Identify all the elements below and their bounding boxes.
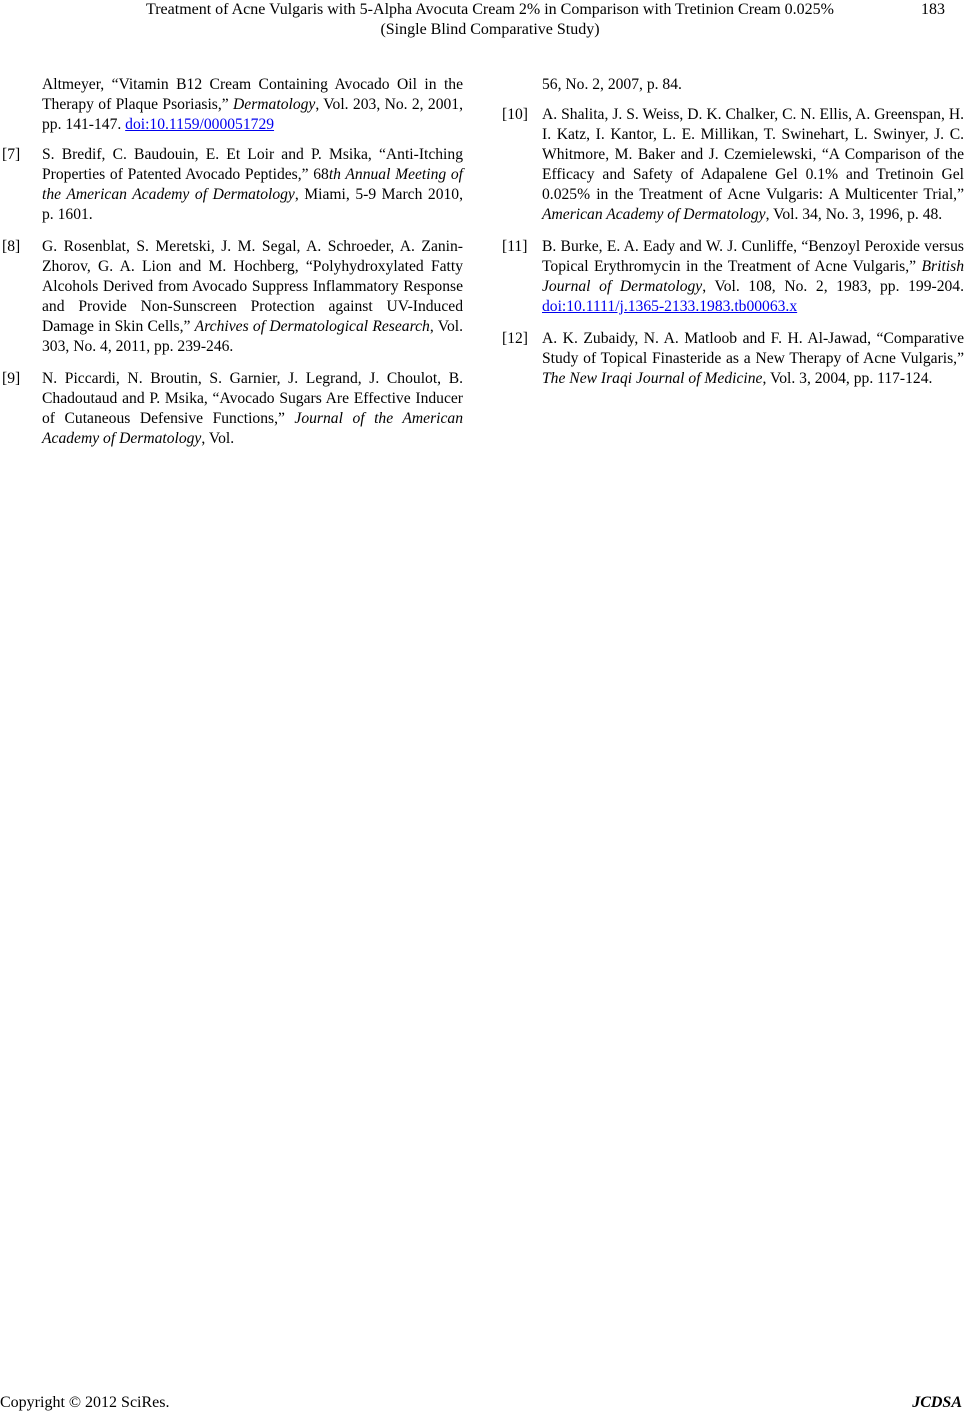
reference-text: A. Shalita, J. S. Weiss, D. K. Chalker, C. N. Ellis, A. Greenspan, H. I. Katz, I. Kantor, L. E. Millikan, T. Swinehart, L. Swinyer, J. C. Whitmore, M. Baker and J. Czemielewski, “A Comparison of the Efficacy and Safety of Adapalene Gel 0.1% and Tretinoin Gel 0.025% in the Treatment of Acne Vulgaris: A Multicenter Trial,”	[542, 106, 964, 203]
reference-details: , Vol. 108, No. 2, 1983, pp. 199-204.	[702, 278, 964, 295]
reference-text: S. Bredif, C. Baudouin, E. Et Loir and P. Msika, “Anti-Itching Properties of Patented Avocado Peptides,” 68	[42, 146, 463, 183]
journal-name: Dermatology	[233, 96, 316, 113]
reference-details: , Miami, 5-9 March 2010, p. 1601.	[42, 186, 463, 223]
journal-name: Archives of Dermatological Research	[194, 318, 430, 335]
reference-text: Altmeyer, “Vitamin B12 Cream Containing Avocado Oil in the Therapy of Plaque Psoriasis,”	[42, 76, 463, 113]
reference-number: [12]	[502, 330, 528, 347]
journal-abbreviation: JCDSA	[912, 1394, 962, 1411]
reference-7	[0, 145, 463, 225]
reference-text: G. Rosenblat, S. Meretski, J. M. Segal, A. Schroeder, A. Zanin-Zhorov, G. A. Lion and M. Hochberg, “Polyhydroxylated Fatty Alcohols Derived from Avocado Suppress Inflammatory Response and Provide Non-Sunscreen Protection against UV-Induced Damage in Skin Cells,”	[42, 238, 463, 335]
journal-name: Journal of the American Academy of Dermatology	[42, 410, 463, 447]
reference-details: , Vol. 203, No. 2, 2001, pp. 141-147.	[42, 96, 463, 133]
reference-details: , Vol. 34, No. 3, 1996, p. 48.	[765, 206, 943, 223]
reference-number: [9]	[2, 370, 21, 387]
reference-continuation	[500, 75, 964, 95]
journal-name: The New Iraqi Journal of Medicine	[542, 370, 763, 387]
reference-number: [11]	[502, 238, 528, 255]
reference-details: , Vol. 303, No. 4, 2011, pp. 239-246.	[42, 318, 463, 355]
header-title-line1: Treatment of Acne Vulgaris with 5-Alpha Avocuta Cream 2% in Comparison with Tretinion Cream 0.025%	[146, 1, 834, 18]
reference-10	[500, 105, 964, 225]
right-column	[500, 75, 964, 401]
journal-name: th Annual Meeting of the American Academy of Dermatology	[42, 166, 463, 203]
doi-link[interactable]: doi:10.1111/j.1365-2133.1983.tb00063.x	[542, 298, 798, 315]
reference-details: , Vol.	[201, 430, 235, 447]
reference-continuation	[0, 75, 463, 135]
left-column	[0, 75, 463, 461]
doi-link[interactable]: doi:10.1159/000051729	[125, 116, 275, 133]
journal-name: British Journal of Dermatology	[542, 258, 964, 295]
header-title-line2: (Single Blind Comparative Study)	[380, 21, 600, 38]
reference-number: [10]	[502, 106, 528, 123]
reference-11	[500, 237, 964, 317]
reference-text: B. Burke, E. A. Eady and W. J. Cunliffe, “Benzoyl Peroxide versus Topical Erythromycin in the Treatment of Acne Vulgaris,”	[542, 238, 964, 275]
reference-text: N. Piccardi, N. Broutin, S. Garnier, J. Legrand, J. Choulot, B. Chadoutaud and P. Msika, “Avocado Sugars Are Effective Inducer of Cutaneous Defensive Functions,”	[42, 370, 463, 427]
reference-9	[0, 369, 463, 449]
copyright-footer: Copyright © 2012 SciRes.	[0, 1394, 170, 1411]
journal-name: American Academy of Dermatology	[542, 206, 766, 223]
reference-8	[0, 237, 463, 357]
page-number: 183	[921, 1, 945, 18]
reference-12	[500, 329, 964, 389]
reference-number: [7]	[2, 146, 21, 163]
reference-details: , Vol. 3, 2004, pp. 117-124.	[762, 370, 933, 387]
reference-text: 56, No. 2, 2007, p. 84.	[542, 76, 682, 93]
running-header	[60, 0, 920, 40]
reference-text: A. K. Zubaidy, N. A. Matloob and F. H. Al-Jawad, “Comparative Study of Topical Finasteride as a New Therapy of Acne Vulgaris,”	[542, 330, 964, 367]
reference-number: [8]	[2, 238, 21, 255]
